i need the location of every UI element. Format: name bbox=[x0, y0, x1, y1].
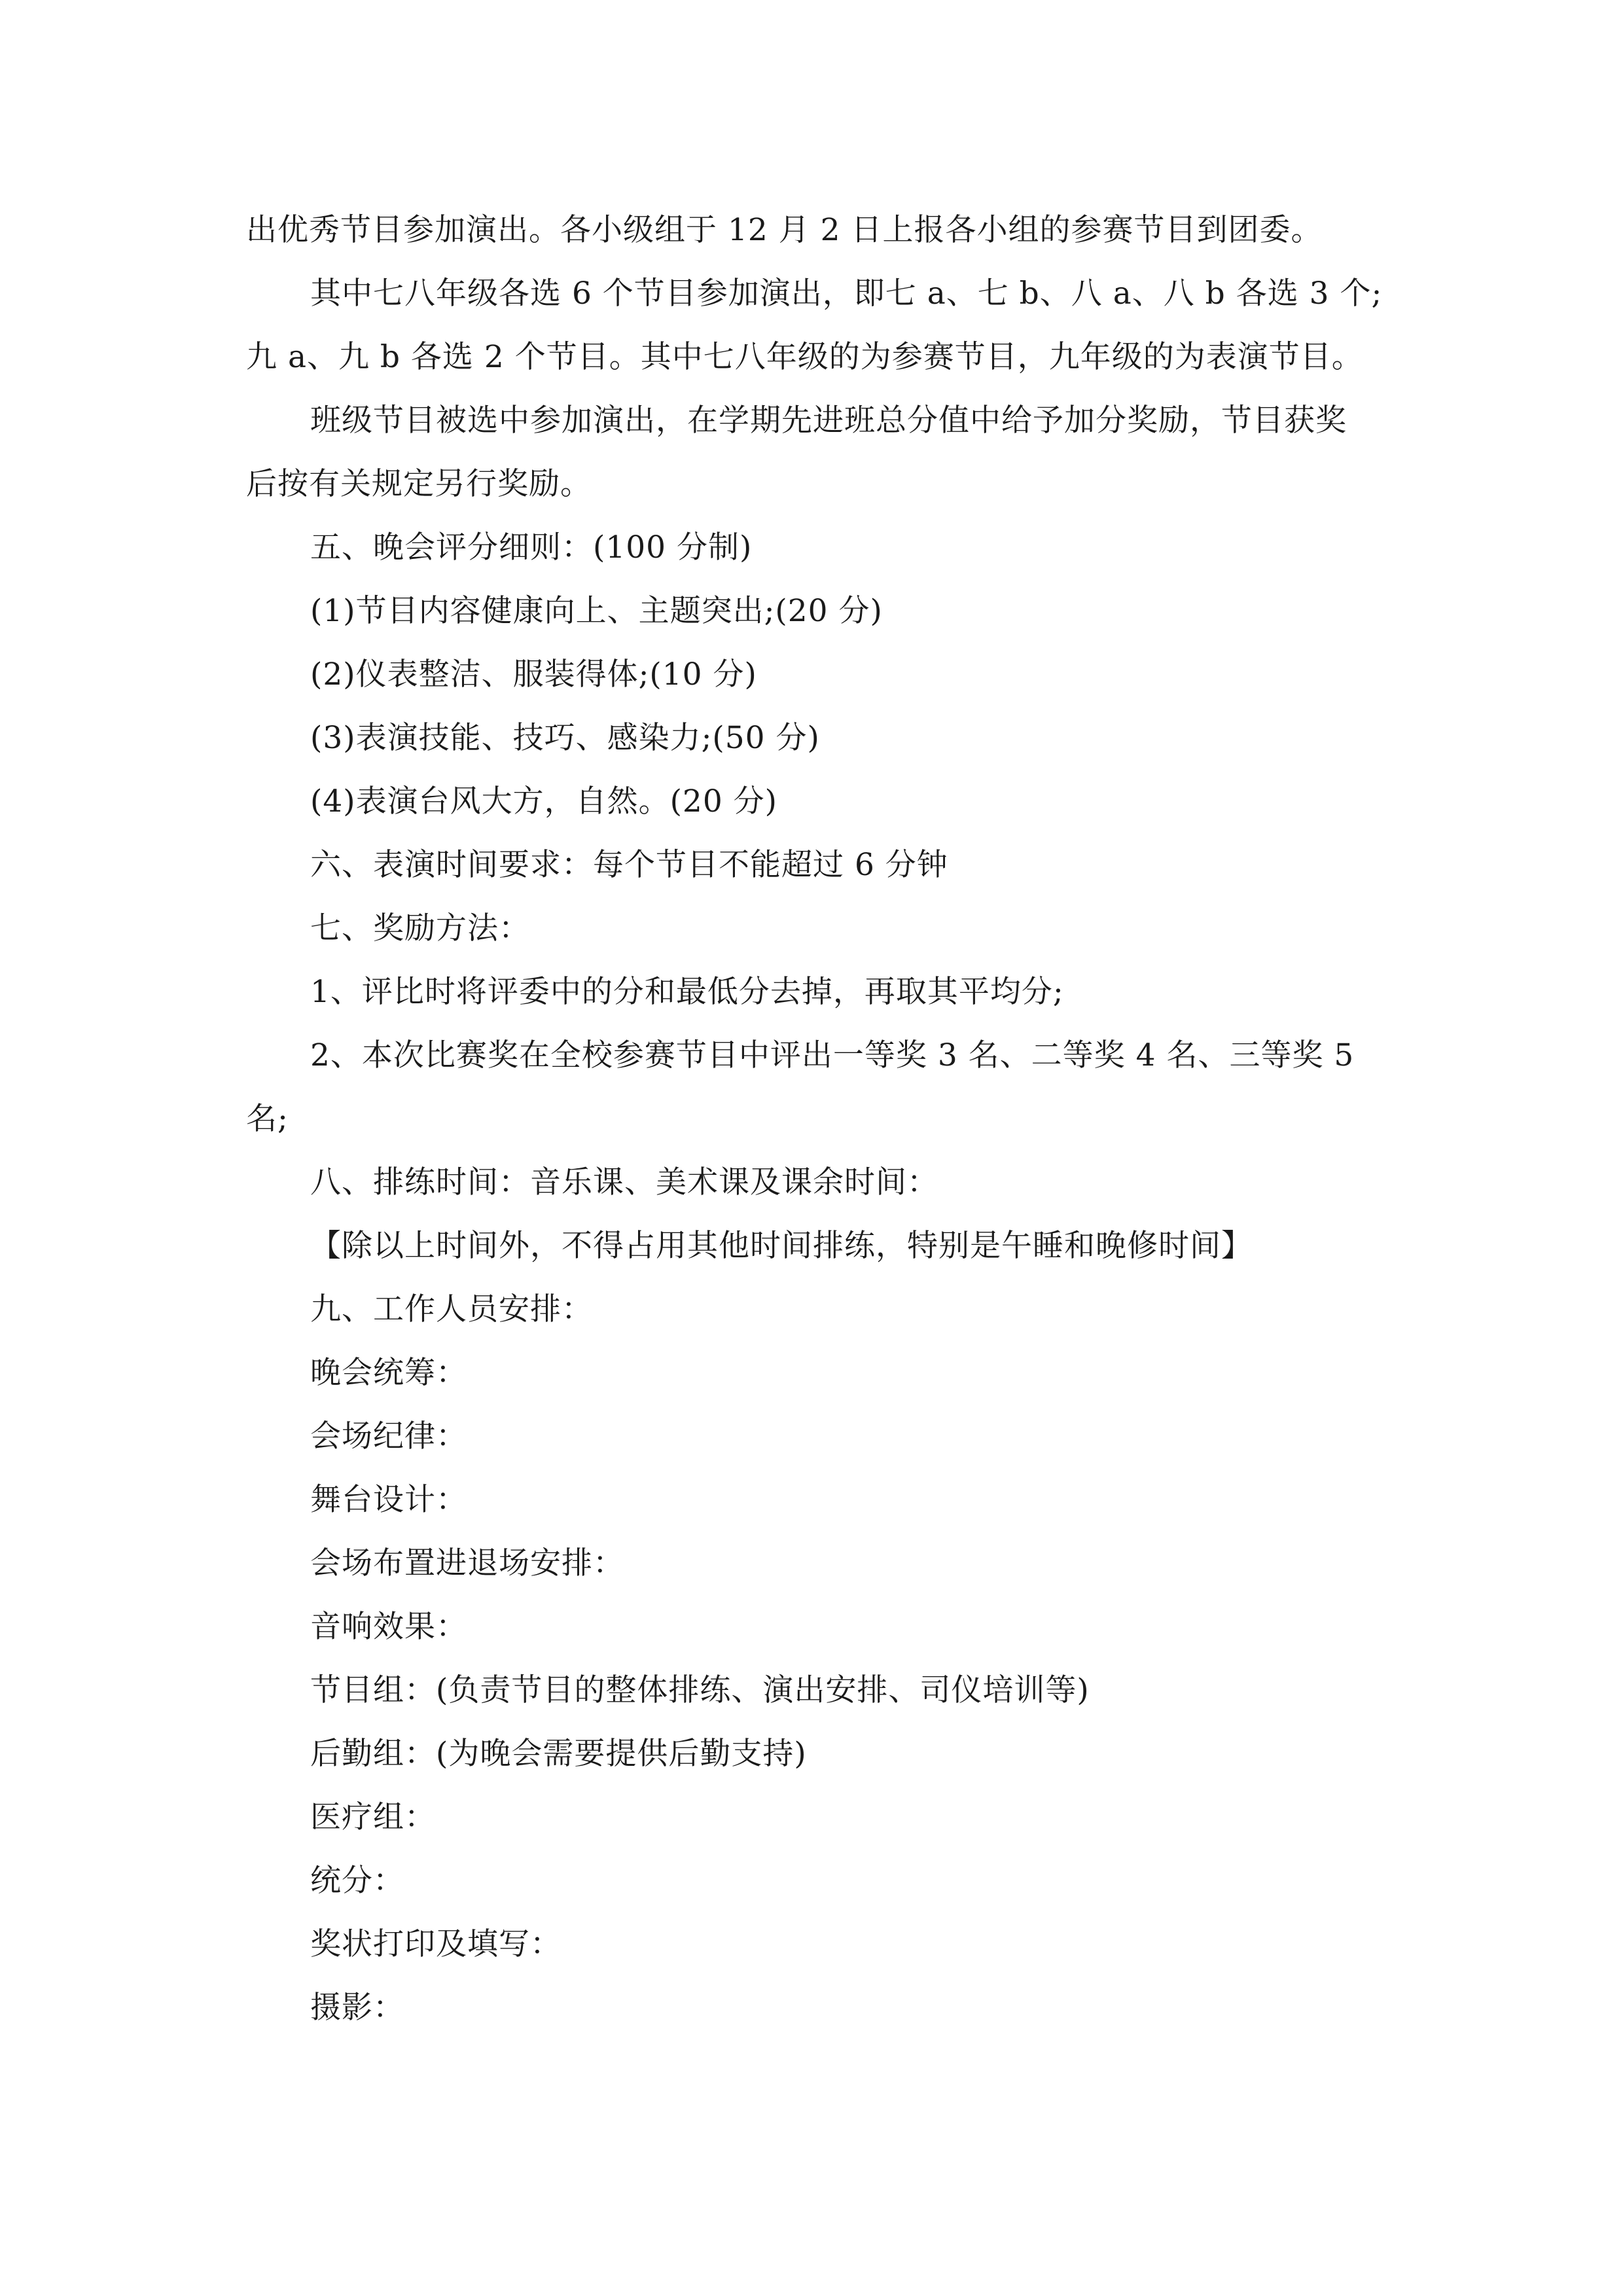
staff-role: 晚会统筹： bbox=[310, 1355, 467, 1391]
section-heading: 七、奖励方法： bbox=[310, 910, 530, 946]
text-line: 九 a、九 b 各选 2 个节目。其中七八年级的为参赛节目，九年级的为表演节目。 bbox=[246, 339, 1363, 375]
list-item: 2、本次比赛奖在全校参赛节目中评出一等奖 3 名、二等奖 4 名、三等奖 5 bbox=[310, 1037, 1355, 1073]
staff-role: 舞台设计： bbox=[310, 1482, 467, 1518]
text-line: 班级节目被选中参加演出，在学期先进班总分值中给予加分奖励，节目获奖 bbox=[310, 403, 1347, 439]
text-line: 后按有关规定另行奖励。 bbox=[246, 466, 592, 502]
list-item: 1、评比时将评委中的分和最低分去掉，再取其平均分; bbox=[310, 974, 1064, 1010]
list-item: (4)表演台风大方，自然。(20 分) bbox=[310, 783, 777, 819]
staff-role: 会场纪律： bbox=[310, 1418, 467, 1454]
staff-role: 统分： bbox=[310, 1863, 404, 1899]
section-heading: 五、晚会评分细则：(100 分制) bbox=[310, 529, 753, 565]
staff-role: 节目组：(负责节目的整体排练、演出安排、司仪培训等) bbox=[310, 1672, 1090, 1708]
staff-role: 后勤组：(为晚会需要提供后勤支持) bbox=[310, 1736, 807, 1772]
staff-role: 会场布置进退场安排： bbox=[310, 1545, 624, 1581]
staff-role: 音响效果： bbox=[310, 1609, 467, 1645]
section-heading: 六、表演时间要求：每个节目不能超过 6 分钟 bbox=[310, 847, 948, 883]
staff-role: 奖状打印及填写： bbox=[310, 1926, 562, 1962]
text-line: 名; bbox=[246, 1101, 289, 1137]
text-line: 【除以上时间外，不得占用其他时间排练，特别是午睡和晚修时间】 bbox=[310, 1228, 1253, 1264]
list-item: (1)节目内容健康向上、主题突出;(20 分) bbox=[310, 593, 883, 629]
section-heading: 九、工作人员安排： bbox=[310, 1291, 593, 1327]
list-item: (3)表演技能、技巧、感染力;(50 分) bbox=[310, 720, 820, 756]
text-line: 出优秀节目参加演出。各小级组于 12 月 2 日上报各小组的参赛节目到团委。 bbox=[246, 212, 1323, 248]
list-item: (2)仪表整洁、服装得体;(10 分) bbox=[310, 656, 757, 692]
staff-role: 摄影： bbox=[310, 1990, 404, 2026]
staff-role: 医疗组： bbox=[310, 1799, 436, 1835]
text-line: 其中七八年级各选 6 个节目参加演出，即七 a、七 b、八 a、八 b 各选 3 个; bbox=[310, 276, 1383, 312]
section-heading: 八、排练时间：音乐课、美术课及课余时间： bbox=[310, 1164, 938, 1200]
